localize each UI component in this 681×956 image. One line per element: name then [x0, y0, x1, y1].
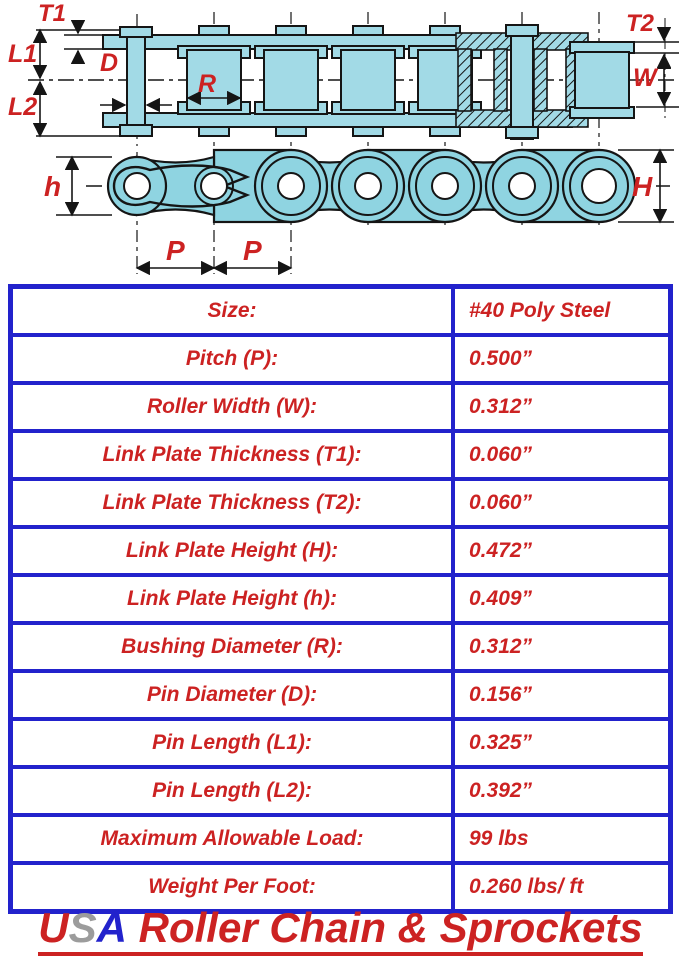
table-row — [13, 769, 668, 817]
spec-label: Pin Length (L2): — [13, 769, 455, 813]
table-row — [13, 337, 668, 385]
spec-label: Link Plate Height (h): — [13, 577, 455, 621]
dim-label-p-right: P — [243, 235, 262, 266]
dim-label-r: R — [198, 70, 217, 98]
spec-value: 0.325” — [469, 731, 533, 754]
table-row — [13, 817, 668, 865]
spec-value: 0.312” — [469, 635, 533, 658]
spec-value: 0.156” — [469, 683, 533, 706]
spec-label: Maximum Allowable Load: — [13, 817, 455, 861]
spec-value: 0.260 lbs/ ft — [469, 875, 584, 898]
connecting-pin — [506, 25, 538, 139]
spec-value: 0.500” — [469, 347, 533, 370]
spec-label: Pin Diameter (D): — [13, 673, 455, 717]
spec-value: 99 lbs — [469, 827, 529, 850]
table-row — [13, 289, 668, 337]
brand-letter-a: A — [97, 904, 127, 956]
table-row — [13, 721, 668, 769]
brand-letter-s: S — [69, 904, 97, 956]
chain-side-section-diagram — [0, 0, 681, 152]
spec-value: 0.409” — [469, 587, 533, 610]
spec-value: 0.060” — [469, 491, 533, 514]
table-row — [13, 481, 668, 529]
spec-value: 0.060” — [469, 443, 533, 466]
brand-wordmark[interactable] — [0, 905, 681, 951]
chain-profile-diagram — [0, 148, 681, 282]
table-row — [13, 865, 668, 909]
spec-label: Pin Length (L1): — [13, 721, 455, 765]
spec-value: 0.392” — [469, 779, 533, 802]
table-row — [13, 529, 668, 577]
spec-label: Pitch (P): — [13, 337, 455, 381]
spec-label: Weight Per Foot: — [13, 865, 455, 909]
right-end-roller — [570, 42, 634, 118]
dim-label-h: h — [44, 171, 62, 202]
dim-label-l1: L1 — [8, 40, 38, 68]
dim-label-t2: T2 — [626, 10, 655, 37]
table-row — [13, 385, 668, 433]
table-row — [13, 673, 668, 721]
dim-label-t1: T1 — [38, 0, 67, 27]
spec-label: Link Plate Height (H): — [13, 529, 455, 573]
dim-label-l2: L2 — [8, 93, 38, 121]
spec-table — [8, 284, 673, 914]
spec-label: Size: — [13, 289, 455, 333]
spec-label: Link Plate Thickness (T1): — [13, 433, 455, 477]
dim-label-d: D — [100, 49, 119, 77]
spec-label: Roller Width (W): — [13, 385, 455, 429]
spec-value: 0.472” — [469, 539, 533, 562]
spec-value: #40 Poly Steel — [469, 299, 611, 322]
spec-value: 0.312” — [469, 395, 533, 418]
brand-letter-u: U — [38, 904, 68, 956]
spec-label: Bushing Diameter (R): — [13, 625, 455, 669]
table-row — [13, 577, 668, 625]
brand-gap — [127, 904, 139, 956]
table-row — [13, 433, 668, 481]
brand-text: Roller Chain & Sprockets — [139, 904, 643, 956]
dim-label-H: H — [632, 171, 653, 202]
dim-label-p-left: P — [166, 235, 185, 266]
table-row — [13, 625, 668, 673]
spec-label: Link Plate Thickness (T2): — [13, 481, 455, 525]
dim-label-w: W — [633, 64, 657, 92]
